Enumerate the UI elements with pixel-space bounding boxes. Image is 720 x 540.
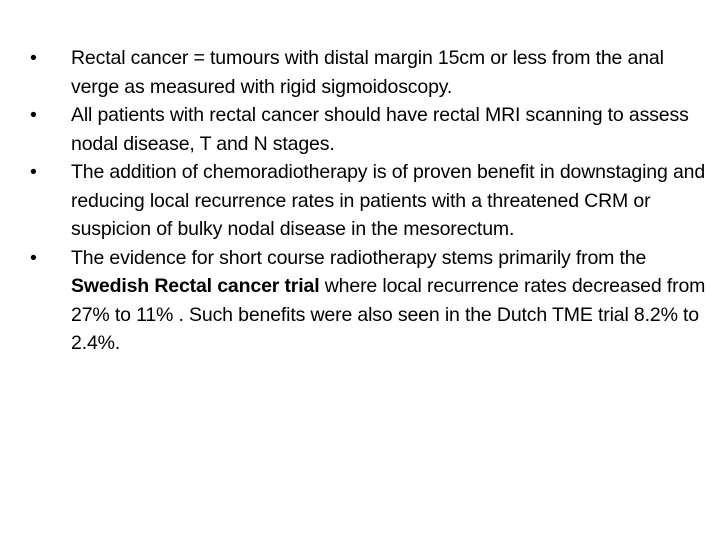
bullet-list xyxy=(22,44,712,358)
bullet-text: All patients with rectal cancer should have rectal MRI scanning to assess nodal disease, T and N stages. xyxy=(71,104,689,155)
bullet-item-mri-scanning xyxy=(22,101,712,158)
bullet-text-bold-trial-name: Swedish Rectal cancer trial xyxy=(71,275,320,297)
bullet-text-before: The evidence for short course radiotherapy stems primarily from the xyxy=(71,246,647,269)
bullet-item-rectal-cancer-definition xyxy=(22,44,712,101)
bullet-marker: • xyxy=(30,161,37,183)
bullet-text-after: where local recurrence rates decreased from 27% to 11% . Such benefits were also seen in the Dutch TME trial 8.2% to 2.4%. xyxy=(71,275,706,354)
bullet-marker: • xyxy=(30,104,37,126)
bullet-item-short-course-radiotherapy xyxy=(22,244,712,358)
bullet-item-chemoradiotherapy xyxy=(22,158,712,244)
bullet-text: The addition of chemoradiotherapy is of proven benefit in downstaging and reducing local recurrence rates in patients with a threatened CRM or suspicion of bulky nodal disease in the mesorectum. xyxy=(71,161,706,240)
bullet-marker: • xyxy=(30,246,37,269)
bullet-text: Rectal cancer = tumours with distal margin 15cm or less from the anal verge as measured with rigid sigmoidoscopy. xyxy=(71,47,664,98)
bullet-marker: • xyxy=(30,47,37,69)
